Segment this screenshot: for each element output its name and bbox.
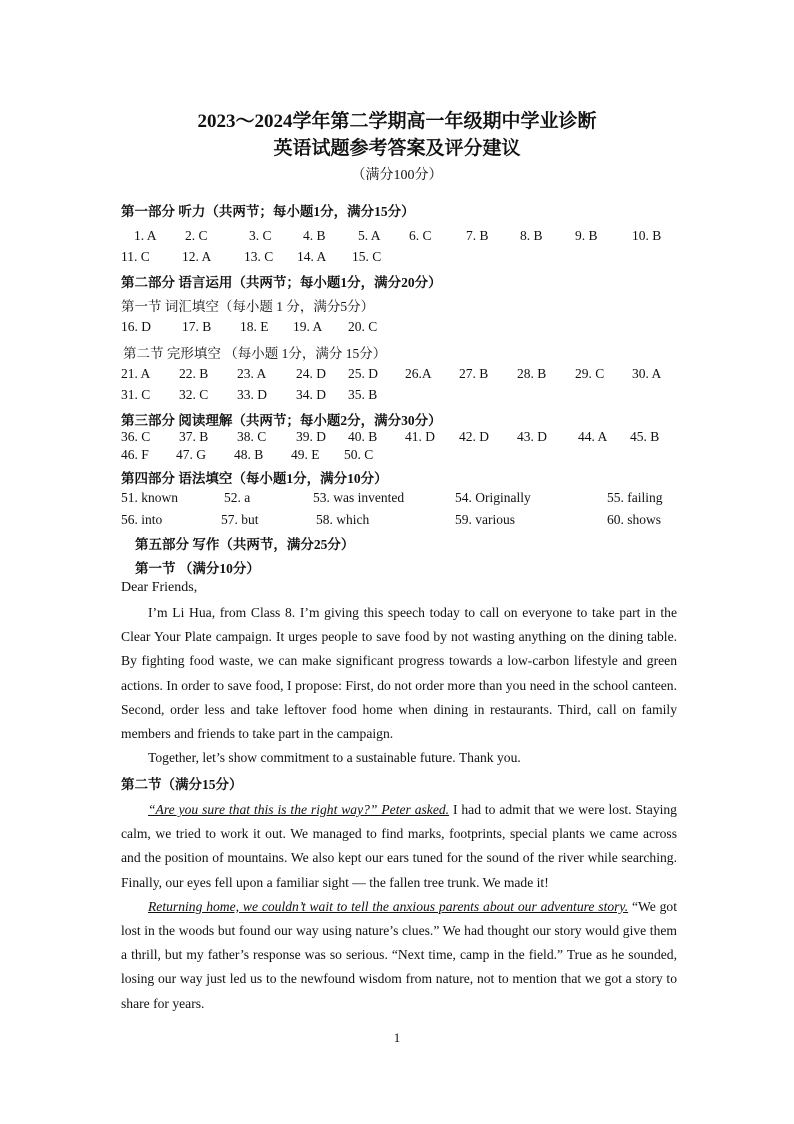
part2-section2-heading: 第二节 完形填空 （每小题 1分，满分 15分）	[123, 346, 387, 361]
answer-item: 12. A	[182, 249, 212, 264]
answer-row	[0, 319, 794, 339]
answer-item: 53. was invented	[313, 490, 405, 505]
part5-section2-heading: 第二节（满分15分）	[121, 777, 243, 792]
answer-item: 19. A	[293, 319, 323, 334]
paragraph-text: I had to admit that we were lost. Staying calm, we tried to work it out. We managed to find marks, footprints, special plants we came across and the position of mountains. We also kept our ears tuned for the sound of the river while searching. Finally, our eyes fell upon a familiar sight — the fallen tree trunk. We made it!	[121, 802, 677, 890]
part5-section1-heading: 第一节 （满分10分）	[135, 561, 260, 576]
essay2-paragraph	[121, 798, 677, 895]
essay2-body	[121, 798, 677, 1016]
answer-row	[0, 447, 794, 467]
answer-item: 5. A	[358, 228, 381, 243]
answer-item: 38. C	[237, 429, 267, 444]
answer-item: 36. C	[121, 429, 151, 444]
answer-row	[0, 366, 794, 386]
answer-item: 42. D	[459, 429, 489, 444]
answer-item: 25. D	[348, 366, 378, 381]
answer-item: 52. a	[224, 490, 251, 505]
answer-item: 39. D	[296, 429, 326, 444]
answer-item: 10. B	[632, 228, 662, 243]
answer-item: 40. B	[348, 429, 378, 444]
part2-section1-heading: 第一节 词汇填空（每小题 1 分，满分5分）	[121, 299, 375, 314]
answer-item: 45. B	[630, 429, 660, 444]
answer-item: 16. D	[121, 319, 151, 334]
answer-item: 3. C	[249, 228, 272, 243]
full-score-note: （满分100分）	[351, 168, 443, 183]
answer-item: 21. A	[121, 366, 151, 381]
answer-item: 29. C	[575, 366, 605, 381]
answer-item: 30. A	[632, 366, 662, 381]
answer-item: 50. C	[344, 447, 374, 462]
answer-item: 57. but	[221, 512, 259, 527]
answer-item: 26.A	[405, 366, 432, 381]
answer-item: 4. B	[303, 228, 326, 243]
answer-item: 17. B	[182, 319, 212, 334]
essay1-paragraph: I’m Li Hua, from Class 8. I’m giving this speech today to call on everyone to take part in the Clear Your Plate campaign. It urges people to save food by not wasting anything on the dining table. By fighting food waste, we can make significant progress towards a low-carbon lifestyle and green actions. In order to save food, I propose: First, do not order more than you need in the school canteen. Second, order less and take leftover food home when dining in restaurants. Third, call on family members and friends to take part in the campaign.	[121, 605, 677, 742]
answer-row	[0, 228, 794, 248]
document-subtitle: 英语试题参考答案及评分建议	[273, 138, 521, 159]
part4-heading: 第四部分 语法填空（每小题1分，满分10分）	[121, 471, 388, 486]
answer-row	[0, 387, 794, 407]
answer-row	[0, 429, 794, 449]
answer-item: 44. A	[578, 429, 608, 444]
answer-item: 34. D	[296, 387, 326, 402]
answer-item: 1. A	[134, 228, 157, 243]
answer-item: 46. F	[121, 447, 149, 462]
answer-item: 9. B	[575, 228, 598, 243]
answer-row	[0, 490, 794, 510]
answer-item: 51. known	[121, 490, 178, 505]
part2-heading: 第二部分 语言运用（共两节；每小题1分，满分20分）	[121, 275, 442, 290]
answer-item: 48. B	[234, 447, 264, 462]
answer-row	[0, 249, 794, 269]
answer-item: 2. C	[185, 228, 208, 243]
answer-item: 37. B	[179, 429, 209, 444]
answer-item: 13. C	[244, 249, 274, 264]
answer-item: 33. D	[237, 387, 267, 402]
answer-item: 15. C	[352, 249, 382, 264]
answer-item: 31. C	[121, 387, 151, 402]
answer-item: 14. A	[297, 249, 327, 264]
document-title: 2023～2024学年第二学期高一年级期中学业诊断	[197, 111, 597, 132]
part5-heading: 第五部分 写作（共两节，满分25分）	[135, 537, 355, 552]
answer-item: 35. B	[348, 387, 378, 402]
answer-item: 23. A	[237, 366, 267, 381]
answer-item: 60. shows	[607, 512, 662, 527]
answer-item: 55. failing	[607, 490, 663, 505]
answer-item: 7. B	[466, 228, 489, 243]
answer-item: 18. E	[240, 319, 269, 334]
essay1-body	[121, 601, 677, 770]
letter-salutation: Dear Friends,	[121, 580, 198, 595]
answer-item: 56. into	[121, 512, 163, 527]
answer-item: 20. C	[348, 319, 378, 334]
answer-item: 47. G	[176, 447, 206, 462]
given-opening-sentence: Returning home, we couldn’t wait to tell the anxious parents about our adventure story.	[148, 898, 629, 914]
answer-item: 27. B	[459, 366, 489, 381]
paragraph-text: “We got lost in the woods but found our way using nature’s clues.” We had thought our story would give them a thrill, but my father’s response was so serious. “Next time, camp in the field.” True as he sounded, losing our way just led us to the newfound wisdom from nature, not to mention that we got a story to share for years.	[121, 898, 677, 1011]
part3-heading: 第三部分 阅读理解（共两节；每小题2分，满分30分）	[121, 413, 442, 428]
answer-item: 41. D	[405, 429, 435, 444]
given-opening-sentence: “Are you sure that this is the right way?” Peter asked.	[148, 802, 450, 817]
page-number: 1	[393, 1030, 401, 1045]
essay1-paragraph: Together, let’s show commitment to a sustainable future. Thank you.	[148, 750, 521, 766]
part1-heading: 第一部分 听力（共两节；每小题1分，满分15分）	[121, 204, 415, 219]
answer-item: 54. Originally	[455, 490, 531, 505]
answer-item: 32. C	[179, 387, 209, 402]
essay2-paragraph	[121, 895, 677, 1016]
answer-item: 49. E	[291, 447, 320, 462]
answer-item: 6. C	[409, 228, 432, 243]
answer-row	[0, 512, 794, 532]
answer-item: 24. D	[296, 366, 326, 381]
answer-item: 28. B	[517, 366, 547, 381]
answer-item: 58. which	[316, 512, 370, 527]
answer-item: 43. D	[517, 429, 547, 444]
answer-item: 59. various	[455, 512, 515, 527]
answer-item: 8. B	[520, 228, 543, 243]
answer-item: 22. B	[179, 366, 209, 381]
answer-item: 11. C	[121, 249, 150, 264]
